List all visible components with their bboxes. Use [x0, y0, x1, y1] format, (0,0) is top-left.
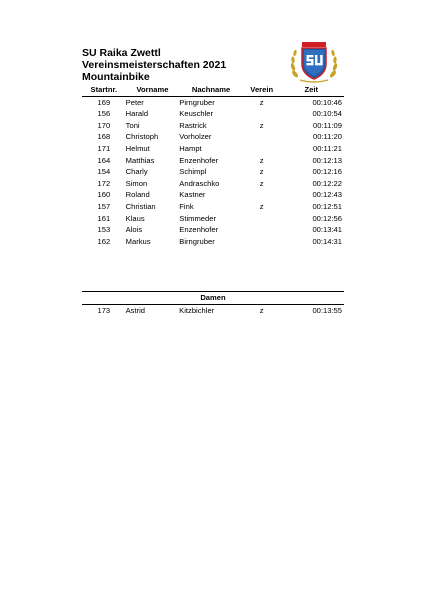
cell-nr: 172 [97, 178, 111, 188]
cell-nr: 162 [97, 236, 111, 246]
cell-vorname: Simon [125, 178, 148, 188]
table-row [82, 213, 344, 225]
cell-nachname: Kastner [179, 190, 206, 200]
cell-zeit: 00:11:20 [313, 132, 342, 142]
cell-verein: z [259, 167, 264, 177]
table-row [82, 131, 344, 143]
cell-nachname: Vorholzer [179, 132, 212, 142]
cell-nachname: Andraschko [179, 178, 220, 188]
cell-nr: 156 [97, 109, 111, 119]
cell-verein: z [259, 178, 264, 188]
table-row [82, 108, 344, 120]
table-row [82, 201, 344, 213]
cell-nachname: Pirngruber [179, 97, 215, 107]
cell-nr: 154 [97, 167, 111, 177]
cell-vorname: Klaus [125, 213, 145, 223]
table-row [82, 304, 344, 316]
cell-vorname: Toni [125, 120, 140, 130]
column-header-startnr: Startnr. [82, 84, 126, 96]
cell-nr: 171 [97, 143, 111, 153]
cell-nachname: Keuschler [179, 109, 214, 119]
damen-section-title: Damen [82, 292, 344, 305]
discipline-name: Mountainbike [82, 71, 150, 83]
cell-nr: 164 [97, 155, 111, 165]
cell-nr: 173 [97, 305, 111, 315]
club-name: SU Raika Zwettl [82, 47, 161, 59]
su-zwettl-crest-icon [288, 40, 340, 84]
cell-zeit: 00:11:21 [313, 143, 342, 153]
column-header-verein: Verein [243, 84, 281, 96]
cell-nachname: Hampt [179, 143, 202, 153]
cell-zeit: 00:12:16 [312, 167, 342, 177]
cell-verein: z [259, 97, 264, 107]
column-header-vorname: Vorname [126, 84, 180, 96]
cell-verein [243, 213, 281, 225]
cell-zeit: 00:10:46 [312, 97, 342, 107]
cell-nachname: Kitzbichler [179, 305, 215, 315]
cell-nr: 153 [97, 225, 111, 235]
cell-vorname: Matthias [125, 155, 155, 165]
column-header-zeit: Zeit [281, 84, 344, 96]
cell-zeit: 00:12:51 [312, 201, 342, 211]
cell-nachname: Schimpl [179, 167, 207, 177]
cell-vorname: Christoph [125, 132, 159, 142]
cell-nachname: Rastrick [179, 120, 207, 130]
event-name: Vereinsmeisterschaften 2021 [82, 59, 227, 71]
cell-nr: 161 [97, 213, 111, 223]
cell-nr: 170 [97, 120, 111, 130]
cell-vorname: Christian [125, 201, 156, 211]
column-header-nachname: Nachname [179, 84, 243, 96]
cell-verein: z [259, 120, 264, 130]
cell-zeit: 00:12:22 [312, 178, 342, 188]
cell-verein [243, 131, 281, 143]
cell-verein: z [259, 201, 264, 211]
cell-verein [243, 143, 281, 155]
cell-vorname: Harald [125, 109, 149, 119]
cell-zeit: 00:11:09 [313, 120, 342, 130]
table-header-row [82, 84, 344, 96]
damen-results-table [82, 291, 344, 316]
cell-verein: z [259, 305, 264, 315]
cell-zeit: 00:12:56 [312, 213, 342, 223]
cell-verein [243, 189, 281, 201]
cell-nr: 160 [97, 190, 111, 200]
cell-nr: 168 [97, 132, 111, 142]
table-row [82, 96, 344, 108]
cell-zeit: 00:12:43 [312, 190, 342, 200]
cell-verein [243, 224, 281, 236]
cell-vorname: Markus [125, 236, 151, 246]
cell-zeit: 00:12:13 [312, 155, 342, 165]
cell-vorname: Peter [125, 97, 144, 107]
cell-zeit: 00:13:41 [312, 225, 342, 235]
table-row [82, 236, 344, 248]
table-row [82, 189, 344, 201]
table-row [82, 166, 344, 178]
table-row [82, 224, 344, 236]
cell-nachname: Stimmeder [179, 213, 216, 223]
cell-verein: z [259, 155, 264, 165]
cell-vorname: Roland [125, 190, 150, 200]
cell-nachname: Fink [179, 201, 194, 211]
table-row [82, 143, 344, 155]
cell-vorname: Charly [125, 167, 148, 177]
cell-nachname: Enzenhofer [179, 225, 219, 235]
table-row [82, 178, 344, 190]
cell-zeit: 00:14:31 [312, 236, 342, 246]
cell-nr: 157 [97, 201, 111, 211]
table-row [82, 120, 344, 132]
damen-header-row [82, 292, 344, 305]
cell-nachname: Birngruber [179, 236, 215, 246]
cell-nr: 169 [97, 97, 111, 107]
herren-results-table [82, 84, 344, 247]
cell-verein [243, 108, 281, 120]
cell-verein [243, 236, 281, 248]
cell-nachname: Enzenhofer [179, 155, 219, 165]
cell-zeit: 00:13:55 [312, 305, 342, 315]
cell-vorname: Alois [125, 225, 143, 235]
cell-vorname: Helmut [125, 143, 150, 153]
table-row [82, 155, 344, 167]
cell-vorname: Astrid [125, 305, 146, 315]
cell-zeit: 00:10:54 [312, 109, 342, 119]
document-title [82, 47, 226, 83]
